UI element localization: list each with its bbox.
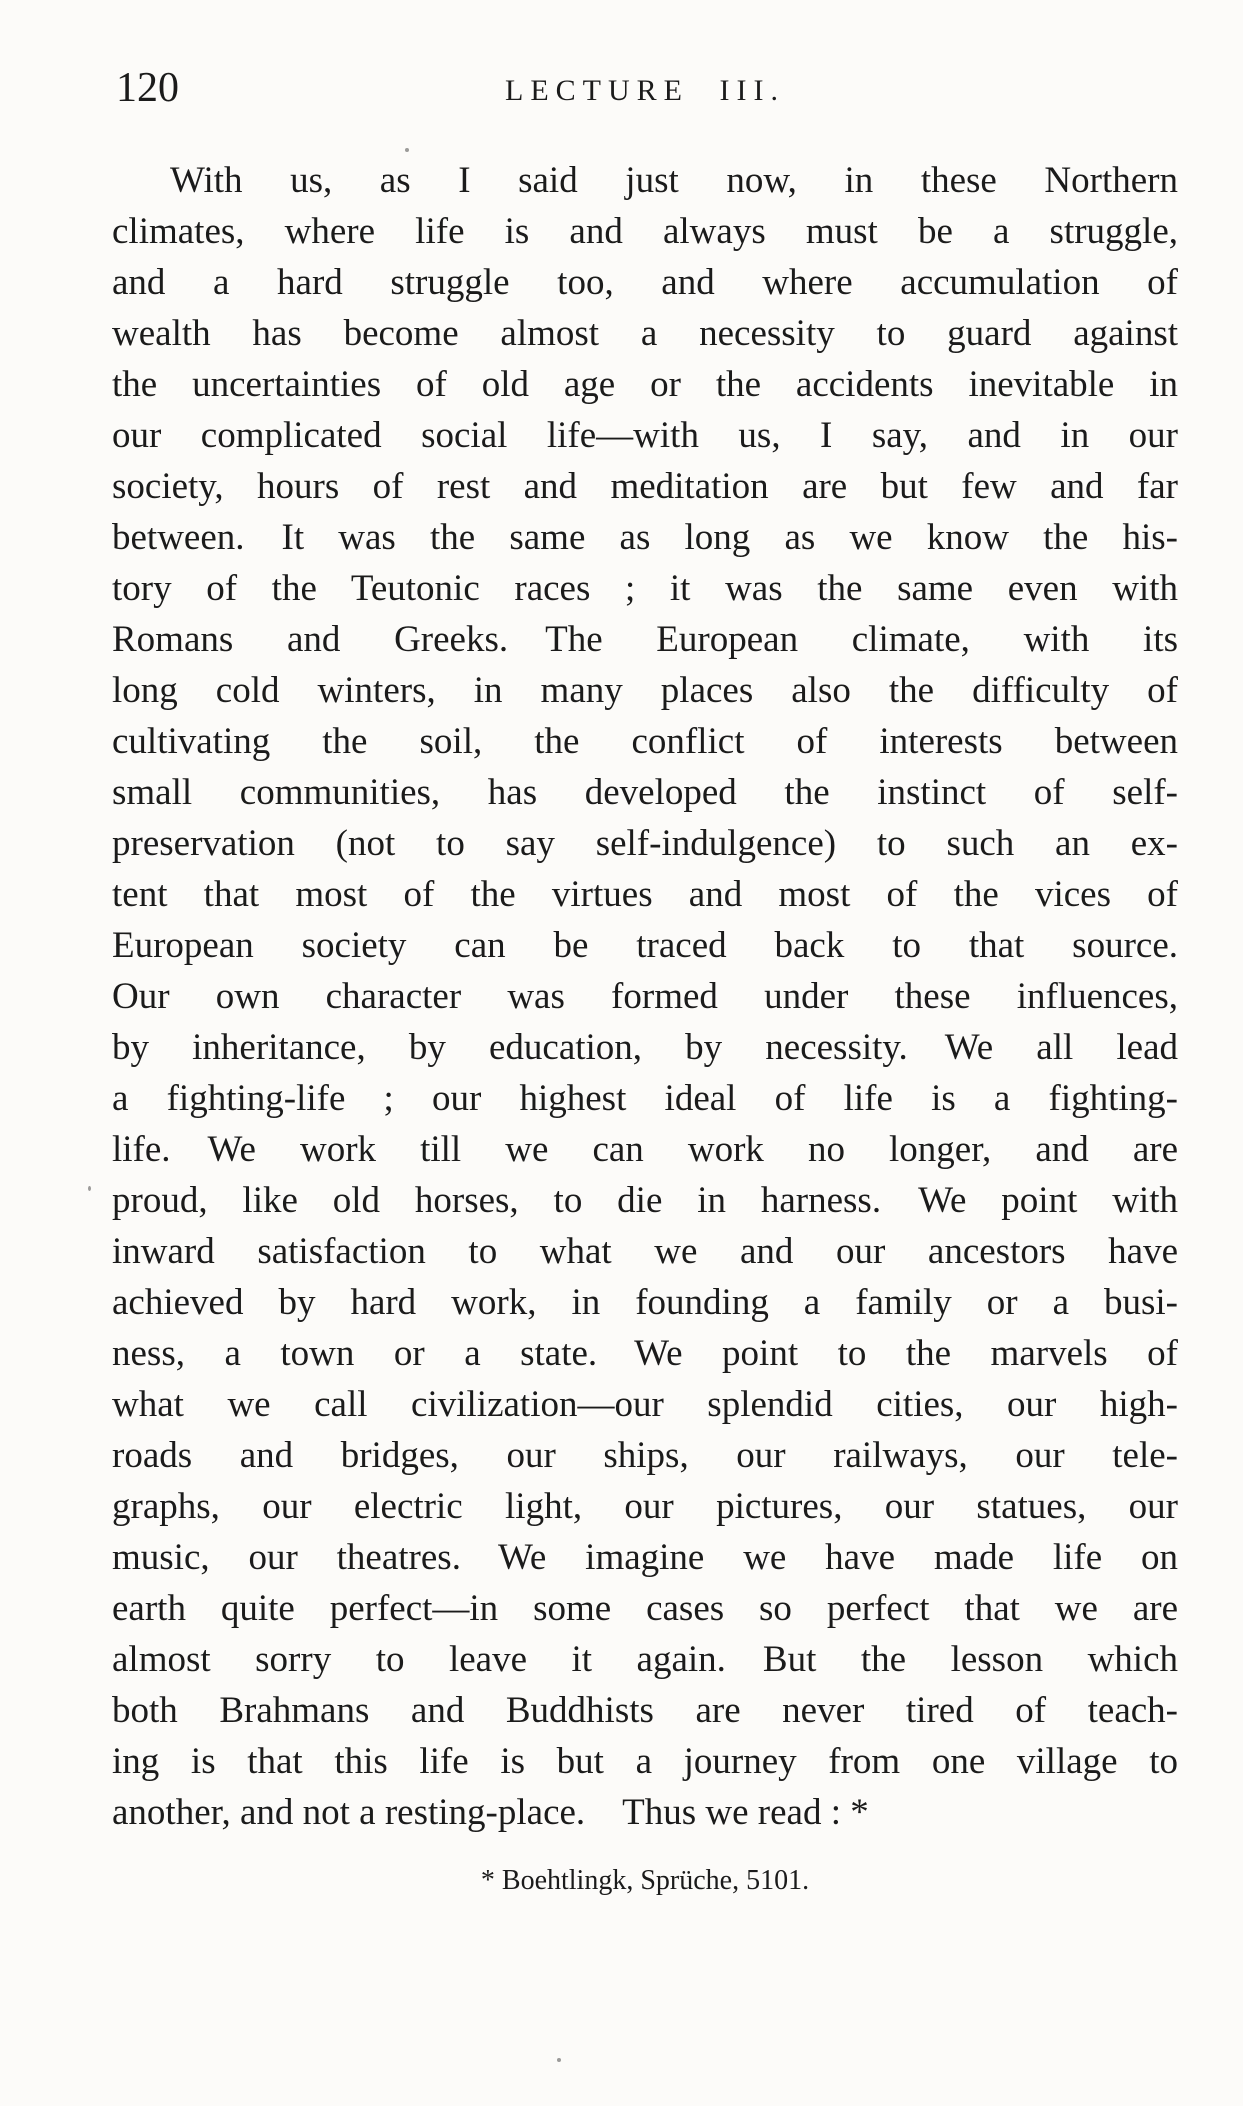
scan-speck [88,1186,91,1191]
text-line: what we call civilization—our splendid cities, our high- [112,1384,1178,1425]
text-line: ing is that this life is but a journey from one village to [112,1741,1178,1782]
text-line: With us, as I said just now, in these Northern [170,160,1178,201]
text-line: both Brahmans and Buddhists are never tired of teach- [112,1690,1178,1731]
text-line: achieved by hard work, in founding a family or a busi- [112,1282,1178,1323]
text-line: life. We work till we can work no longer, and are [112,1129,1178,1170]
footnote: * Boehtlingk, Sprüche, 5101. [480,1865,810,1896]
text-line: cultivating the soil, the conflict of interests between [112,721,1178,762]
text-line: the uncertainties of old age or the accidents inevitable in [112,364,1178,405]
page-number: 120 [116,65,179,111]
text-line: preservation (not to say self-indulgence) to such an ex- [112,823,1178,864]
text-line: small communities, has developed the instinct of self- [112,772,1178,813]
text-line: between. It was the same as long as we know the his- [112,517,1178,558]
text-line: wealth has become almost a necessity to guard against [112,313,1178,354]
text-line: tory of the Teutonic races ; it was the same even with [112,568,1178,609]
text-line: society, hours of rest and meditation are but few and far [112,466,1178,507]
text-line: another, and not a resting-place. Thus we read : * [112,1792,869,1833]
text-line: European society can be traced back to that source. [112,925,1178,966]
text-line: climates, where life is and always must be a struggle, [112,211,1178,252]
text-line: a fighting-life ; our highest ideal of life is a fighting- [112,1078,1178,1119]
text-line: inward satisfaction to what we and our ancestors have [112,1231,1178,1272]
text-line: roads and bridges, our ships, our railways, our tele- [112,1435,1178,1476]
text-line: almost sorry to leave it again. But the lesson which [112,1639,1178,1680]
text-line: tent that most of the virtues and most of the vices of [112,874,1178,915]
text-line: earth quite perfect—in some cases so perfect that we are [112,1588,1178,1629]
text-line: our complicated social life—with us, I say, and in our [112,415,1178,456]
running-head: LECTURE III. [505,74,785,107]
text-line: and a hard struggle too, and where accumulation of [112,262,1178,303]
text-line: Our own character was formed under these influences, [112,976,1178,1017]
text-line: proud, like old horses, to die in harness. We point with [112,1180,1178,1221]
body-paragraph [112,155,1178,1838]
text-line: Romans and Greeks. The European climate, with its [112,619,1178,660]
text-line: graphs, our electric light, our pictures, our statues, our [112,1486,1178,1527]
page-header [112,57,1178,109]
text-column [112,0,1178,1898]
text-line: music, our theatres. We imagine we have made life on [112,1537,1178,1578]
text-line: ness, a town or a state. We point to the marvels of [112,1333,1178,1374]
text-line: long cold winters, in many places also the difficulty of [112,670,1178,711]
text-line: by inheritance, by education, by necessity. We all lead [112,1027,1178,1068]
scan-speck [405,148,409,152]
scan-speck [557,2058,561,2062]
